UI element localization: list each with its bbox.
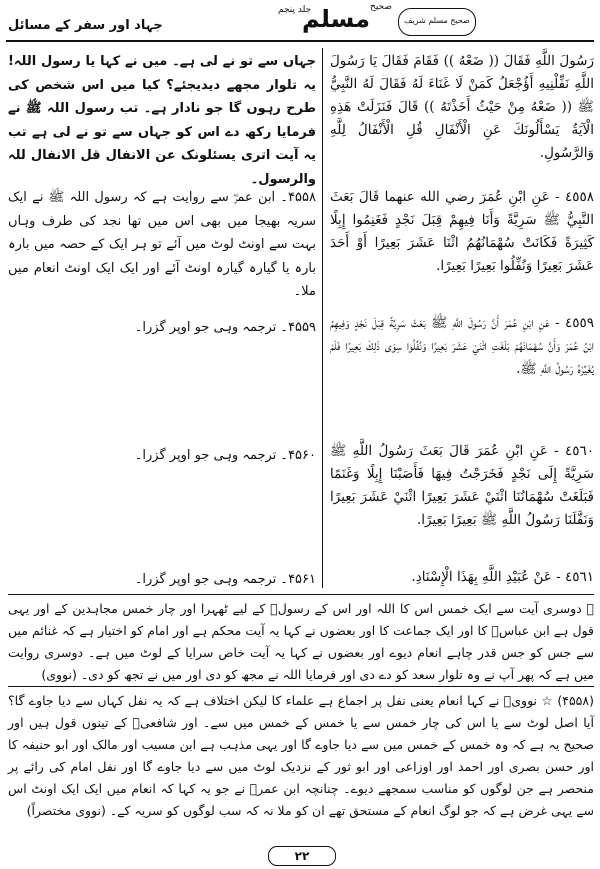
section-title: جہاد اور سفر کے مسائل bbox=[8, 18, 163, 33]
book-title-block bbox=[276, 4, 396, 38]
seal-logo: صحیح مسلم شریف bbox=[398, 8, 476, 36]
urdu-hadith-4558: ۴۵۵۸۔ ابن عمرؓ سے روایت ہے کہ رسول اللہ ﷺ نے ایک سریہ بھیجا میں بھی اس میں تھا نجد کی طرف وہاں بہت سے اونٹ لوٹ میں آئے تو ہر ایک کے حصہ میں بارہ بارہ یا گیارہ گیارہ اونٹ آئے اور ایک ایک اونٹ انعام میں ملا۔ bbox=[8, 190, 316, 299]
urdu-hadith-4559: ۴۵۵۹۔ ترجمہ وہی جو اوپر گزرا۔ bbox=[134, 320, 316, 335]
arabic-passage-intro: رَسُولَ اللَّهِ فَقَالَ (( ضَعْهُ )) فَقَامَ فَقَالَ يَا رَسُولَ اللَّهِ نَفِّلْنِيهِ أَؤُجْعَلُ كَمَنْ لَا غَنَاءَ لَهُ فَقَالَ لَهُ النَّبِيُّ ﷺ (( ضَعْهُ مِنْ حَيْثُ أَخَذْتَهُ )) قَالَ فَنَزَلَتْ هَذِهِ الْآيَةُ يَسْأَلُونَكَ عَنِ الْأَنْفَالِ قُلِ الْأَنْفَالُ لِلَّهِ وَالرَّسُولِ. bbox=[330, 53, 594, 161]
arabic-hadith-4558: ٤٥٥٨ - عَنِ ابْنِ عُمَرَ رضي الله عنهما قَالَ بَعَثَ النَّبِيُّ ﷺ سَرِيَّةً وَأَنَا فِيهِمْ قِبَلَ نَجْدٍ فَغَنِمُوا إِبِلًا كَثِيرَةً فَكَانَتْ سُهْمَانُهُمُ اثْنَا عَشَرَ بَعِيرًا أَوْ أَحَدَ عَشَرَ بَعِيرًا وَنُفِّلُوا بَعِيرًا بَعِيرًا. bbox=[330, 189, 594, 274]
book-prefix: صحیح bbox=[370, 2, 392, 12]
volume-label: جلد پنجم bbox=[278, 5, 312, 15]
arabic-hadith-4559: ٤٥٥٩ - عَنِ ابْنِ عُمَرَ أَنَّ رَسُولَ اللَّهِ ﷺ بَعَثَ سَرِيَّةً قِبَلَ نَجْدٍ وَفِيهِمُ ابْنُ عُمَرَ وَأَنَّ سُهْمَانَهُمْ بَلَغَتِ اثْنَيْ عَشَرَ بَعِيرًا وَنُفِّلُوا سِوَى ذَلِكَ بَعِيرًا فَلَمْ يُغَيِّرْهُ رَسُولُ اللَّهِ ﷺ. bbox=[330, 315, 594, 377]
arabic-hadith-4560: ٤٥٦٠ - عَنِ ابْنِ عُمَرَ قَالَ بَعَثَ رَسُولُ اللَّهِ ﷺ سَرِيَّةً إِلَى نَجْدٍ فَخَرَجْتُ فِيهَا فَأَصَبْنَا إِبِلًا وَغَنَمًا فَبَلَغَتْ سُهْمَانُنَا اثْنَيْ عَشَرَ بَعِيرًا اثْنَيْ عَشَرَ بَعِيرًا وَنَفَّلَنَا رَسُولُ اللَّهِ ﷺ بَعِيرًا بَعِيرًا. bbox=[330, 443, 594, 528]
notes-separator bbox=[8, 594, 594, 595]
page-header bbox=[6, 4, 594, 42]
urdu-hadith-4561: ۴۵۶۱۔ ترجمہ وہی جو اوپر گزرا۔ bbox=[134, 572, 316, 587]
urdu-passage-intro: جہاں سے تو نے لی ہے۔ میں نے کہا یا رسول اللہ! یہ تلوار مجھے دیدیجئے؟ کیا میں اس شخص کی طرح رہوں گا جو نادار ہے۔ تب رسول اللہ ﷺ نے فرمایا رکھ دے اس کو جہاں سے تو نے لی ہے تب یہ آیت اتری یسئلونک عن الانفال قل الانفال للہ والرسول۔ bbox=[8, 54, 316, 187]
footnote-1: ﷺ دوسری آیت سے ایک خمس اس کا اللہ اور اس کے رسولؐ کے لیے ٹھہرا اور چار خمس مجاہدین کے اور یہی قول ہے ابن عباسؓ کا اور ایک جماعت کا اور بعضوں نے کہا یہ آیت محکم ہے اور امام کو اختیار ہے کہ غنائم میں سے جس کو جس قدر چاہے انعام دیوے اور بعضوں نے کہا یہ آیت خاص سرایا کے لوٹ میں ہے۔ دوسری روایت میں ہے کہ پھر آپ نے وہ تلوار سعد کو دے دی اور فرمایا اللہ نے مجھ کو دی اور میں نے تجھ کو دی۔ (نووی) bbox=[8, 601, 594, 682]
page-number: ۲۲ bbox=[268, 846, 336, 866]
notes-separator-2 bbox=[8, 686, 594, 687]
column-divider bbox=[322, 48, 323, 588]
arabic-hadith-4561: ٤٥٦١ - عَنْ عُبَيْدِ اللَّهِ بِهَذَا الْإِسْنَادِ. bbox=[411, 569, 594, 585]
book-title: مسلم bbox=[302, 5, 370, 33]
urdu-hadith-4560: ۴۵۶۰۔ ترجمہ وہی جو اوپر گزرا۔ bbox=[134, 448, 316, 463]
footnote-2: (۴۵۵۸) ☆ نوویؒ نے کہا انعام یعنی نفل پر اجماع ہے علماء کا لیکن اختلاف ہے کہ یہ نفل کہاں سے دیا جاوے گا؟ آیا اصل لوٹ سے یا اس کی چار خمس سے یا خمس کے خمس میں سے۔ اور شافعیؒ کے تینوں قول ہیں اور صحیح یہ ہے کہ وہ خمس کے خمس میں سے دیا جاوے گا اور یہی مذہب ہے ابن مسیب اور مالک اور ابو حنیفہ کا اور حسن بصری اور احمد اور اوزاعی اور ابو ثور کے نزدیک لوٹ میں سے دیا جاوے گا اور نفل امام کی رائے پر منحصر ہے جن لوگوں کو مناسب سمجھے دیوے۔ چنانچہ ابن عمرؓ نے جو یہ کہا کہ انعام میں ایک ایک اونٹ اس سے یہی غرض ہے کہ جو لوگ انعام کے مستحق تھے ان کو ملا نہ کہ سب لوگوں کو سریہ کے۔ (نووی مختصراً) bbox=[8, 693, 594, 818]
